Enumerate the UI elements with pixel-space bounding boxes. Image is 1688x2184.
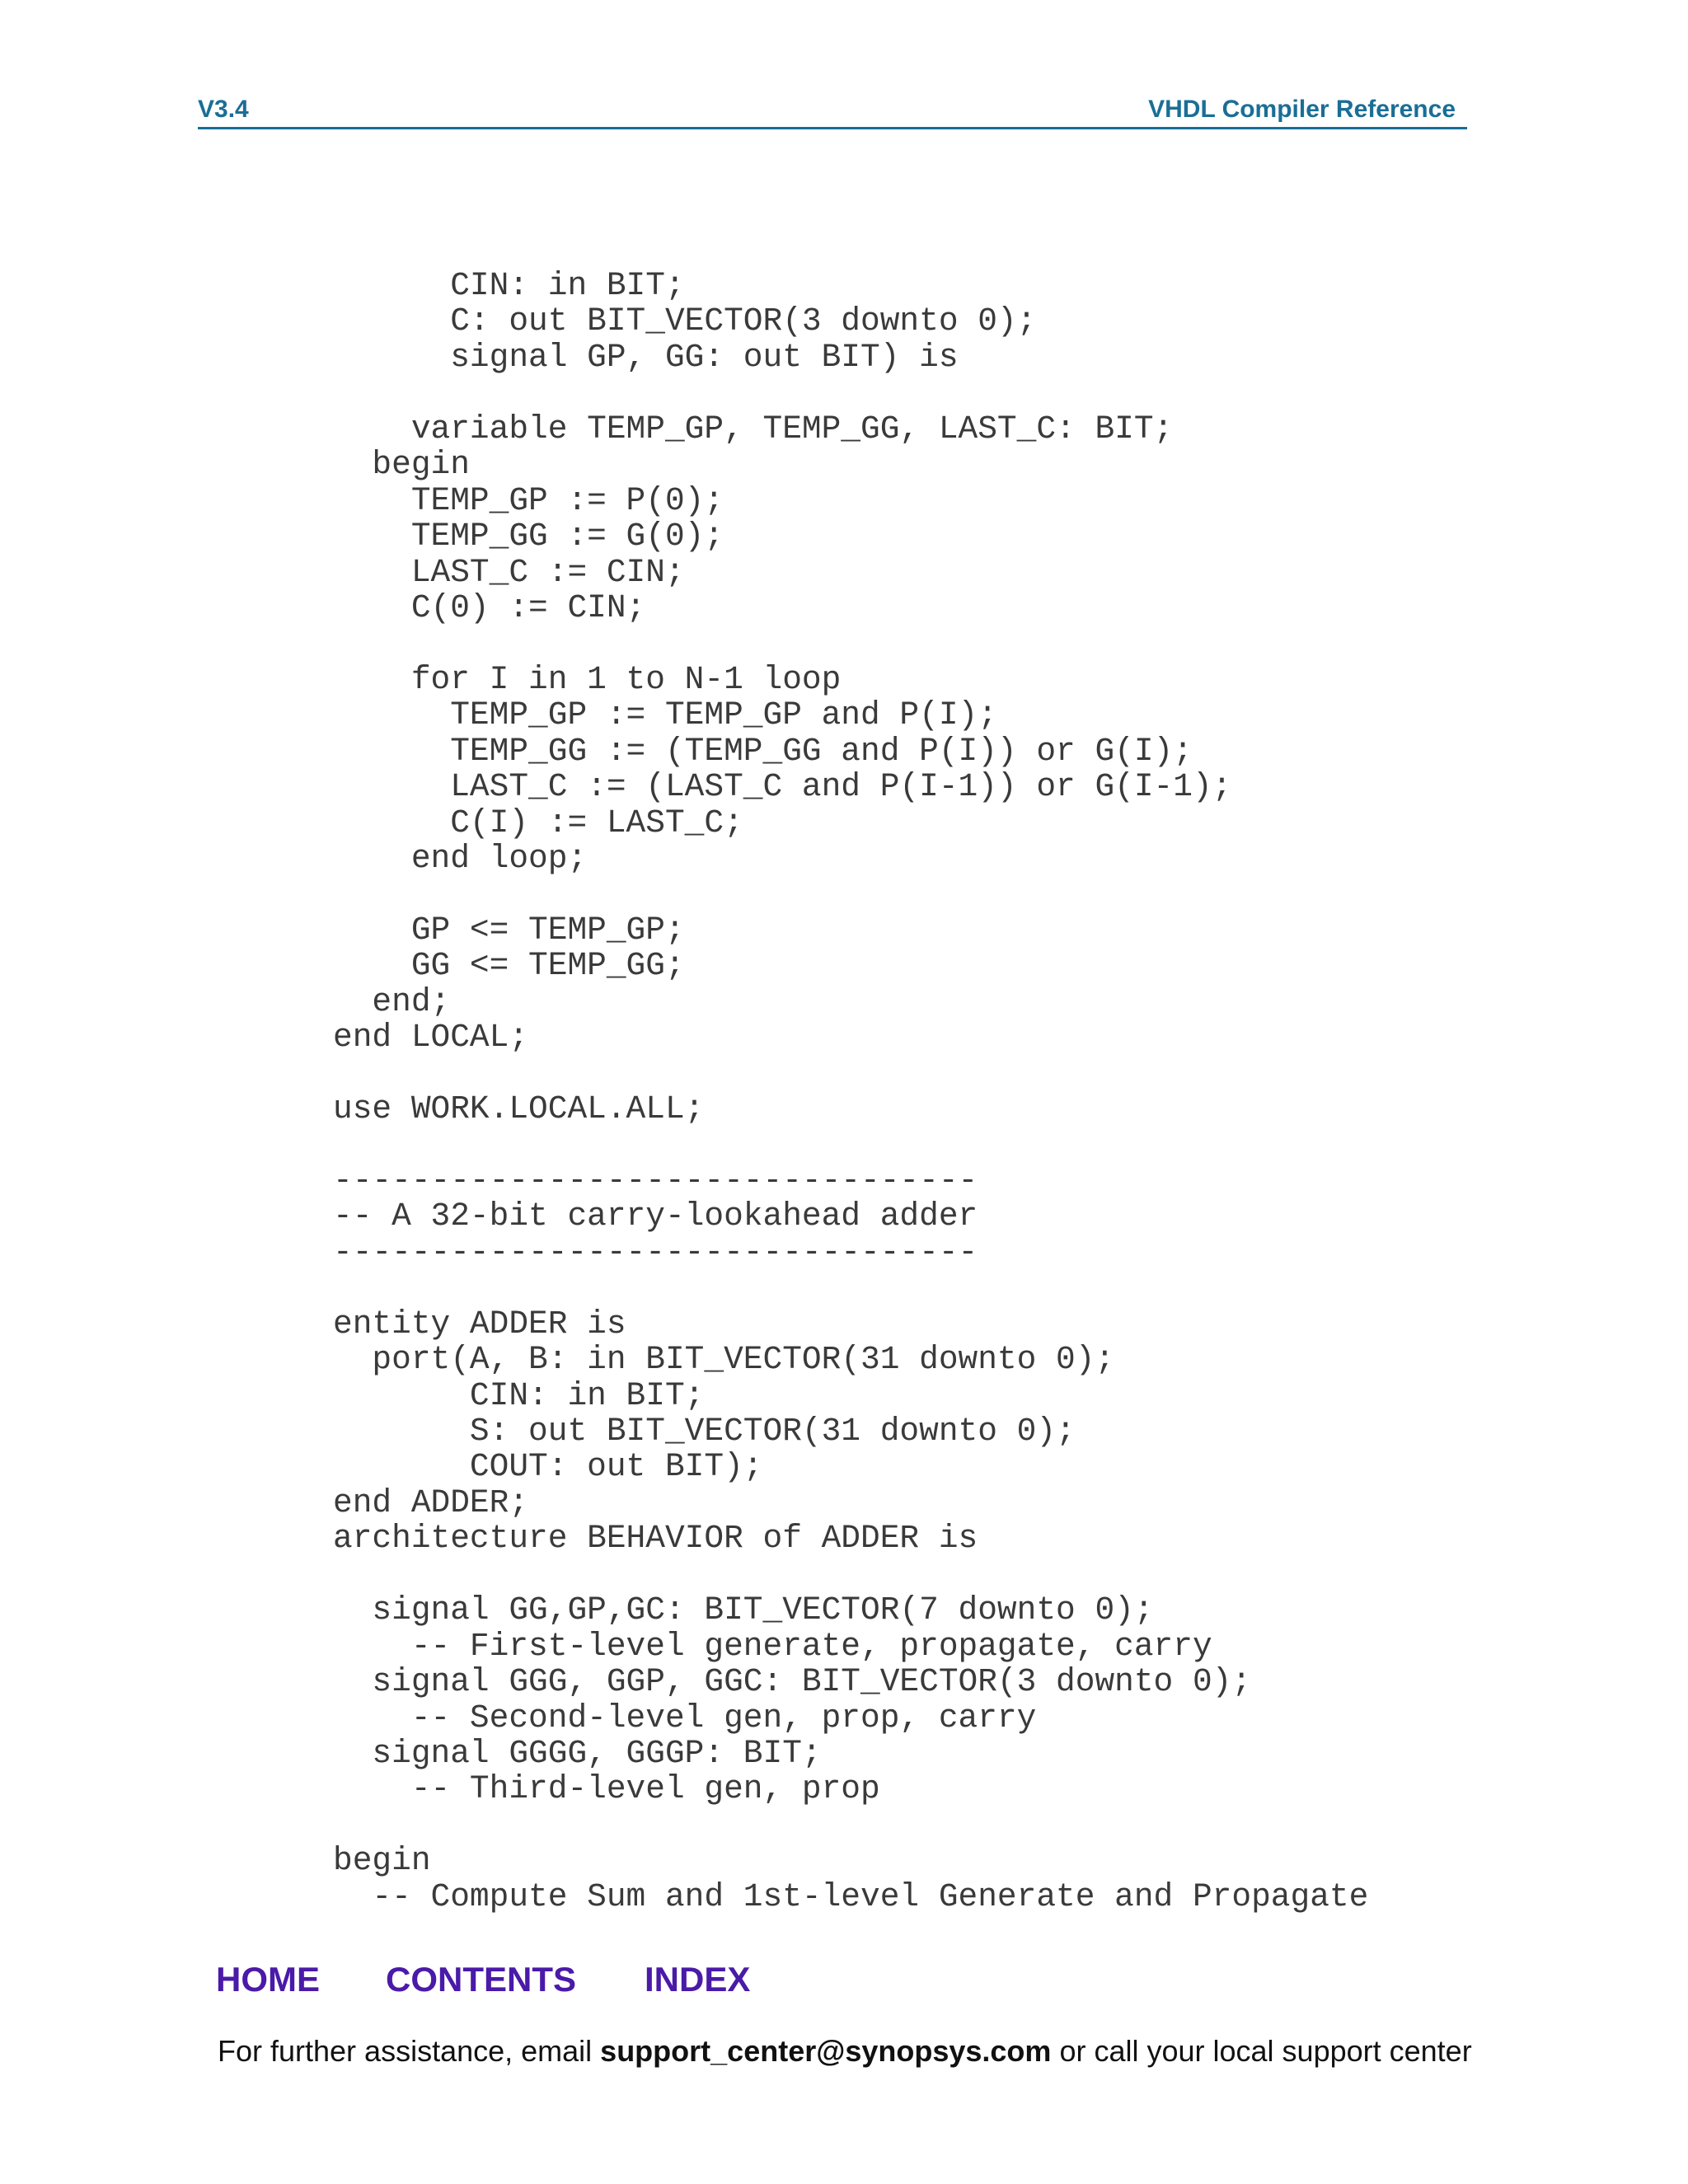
code-listing	[333, 268, 1368, 1915]
support-text-prefix: For further assistance, email	[218, 2034, 601, 2068]
code-line	[333, 375, 1368, 410]
page-header	[198, 92, 1467, 129]
code-line: -- Third-level gen, prop	[333, 1770, 880, 1808]
code-line: ---------------------------------	[333, 1233, 978, 1271]
code-line: architecture BEHAVIOR of ADDER is	[333, 1520, 978, 1558]
code-line	[333, 1127, 1368, 1163]
code-line: variable TEMP_GP, TEMP_GG, LAST_C: BIT;	[333, 410, 1174, 448]
code-line: signal GGG, GGP, GGC: BIT_VECTOR(3 downto 0);	[333, 1663, 1252, 1701]
code-line	[333, 1557, 1368, 1592]
contents-link[interactable]: CONTENTS	[386, 1960, 576, 1999]
code-line: LAST_C := (LAST_C and P(I-1)) or G(I-1);	[333, 768, 1232, 806]
code-line: end ADDER;	[333, 1483, 529, 1521]
code-line: LAST_C := CIN;	[333, 553, 685, 591]
code-line: -- A 32-bit carry-lookahead adder	[333, 1197, 978, 1235]
code-line: -- First-level generate, propagate, carry	[333, 1627, 1212, 1665]
code-line: C: out BIT_VECTOR(3 downto 0);	[333, 302, 1037, 340]
support-text-suffix: or call your local support center	[1051, 2034, 1472, 2068]
code-line: end loop;	[333, 840, 588, 877]
code-line: end LOCAL;	[333, 1019, 529, 1057]
code-line: signal GG,GP,GC: BIT_VECTOR(7 downto 0);	[333, 1591, 1154, 1629]
code-line	[333, 1807, 1368, 1843]
index-link[interactable]: INDEX	[645, 1960, 751, 1999]
code-line: GG <= TEMP_GG;	[333, 947, 685, 985]
code-line: COUT: out BIT);	[333, 1448, 763, 1486]
code-line: for I in 1 to N-1 loop	[333, 660, 842, 698]
code-line: signal GP, GG: out BIT) is	[333, 338, 959, 376]
code-line: -- Compute Sum and 1st-level Generate and Propagate	[333, 1877, 1369, 1915]
code-line: S: out BIT_VECTOR(31 downto 0);	[333, 1413, 1076, 1450]
support-footer	[218, 2034, 1472, 2069]
code-line: end;	[333, 982, 451, 1020]
code-line: TEMP_GG := G(0);	[333, 518, 724, 555]
code-line: begin	[333, 1842, 431, 1880]
code-line: GP <= TEMP_GP;	[333, 911, 685, 949]
version-label: V3.4	[198, 96, 249, 123]
code-line: begin	[333, 446, 470, 484]
home-link[interactable]: HOME	[216, 1960, 320, 1999]
code-line: CIN: in BIT;	[333, 267, 685, 304]
code-line	[333, 626, 1368, 661]
support-email[interactable]: support_center@synopsys.com	[600, 2034, 1052, 2068]
code-line: CIN: in BIT;	[333, 1376, 705, 1414]
code-line	[333, 1056, 1368, 1091]
code-line: TEMP_GP := P(0);	[333, 481, 724, 519]
code-line: -- Second-level gen, prop, carry	[333, 1699, 1037, 1736]
code-line: TEMP_GP := TEMP_GP and P(I);	[333, 696, 997, 734]
code-line	[333, 1270, 1368, 1305]
manual-title: VHDL Compiler Reference	[1148, 96, 1456, 123]
code-line	[333, 876, 1368, 912]
code-line: C(I) := LAST_C;	[333, 804, 743, 841]
code-line: signal GGGG, GGGP: BIT;	[333, 1734, 822, 1772]
code-line: use WORK.LOCAL.ALL;	[333, 1090, 705, 1128]
code-line: ---------------------------------	[333, 1161, 978, 1199]
code-line: entity ADDER is	[333, 1305, 626, 1343]
code-line: port(A, B: in BIT_VECTOR(31 downto 0);	[333, 1341, 1115, 1379]
code-line: C(0) := CIN;	[333, 588, 646, 626]
code-line: TEMP_GG := (TEMP_GG and P(I)) or G(I);	[333, 732, 1193, 770]
